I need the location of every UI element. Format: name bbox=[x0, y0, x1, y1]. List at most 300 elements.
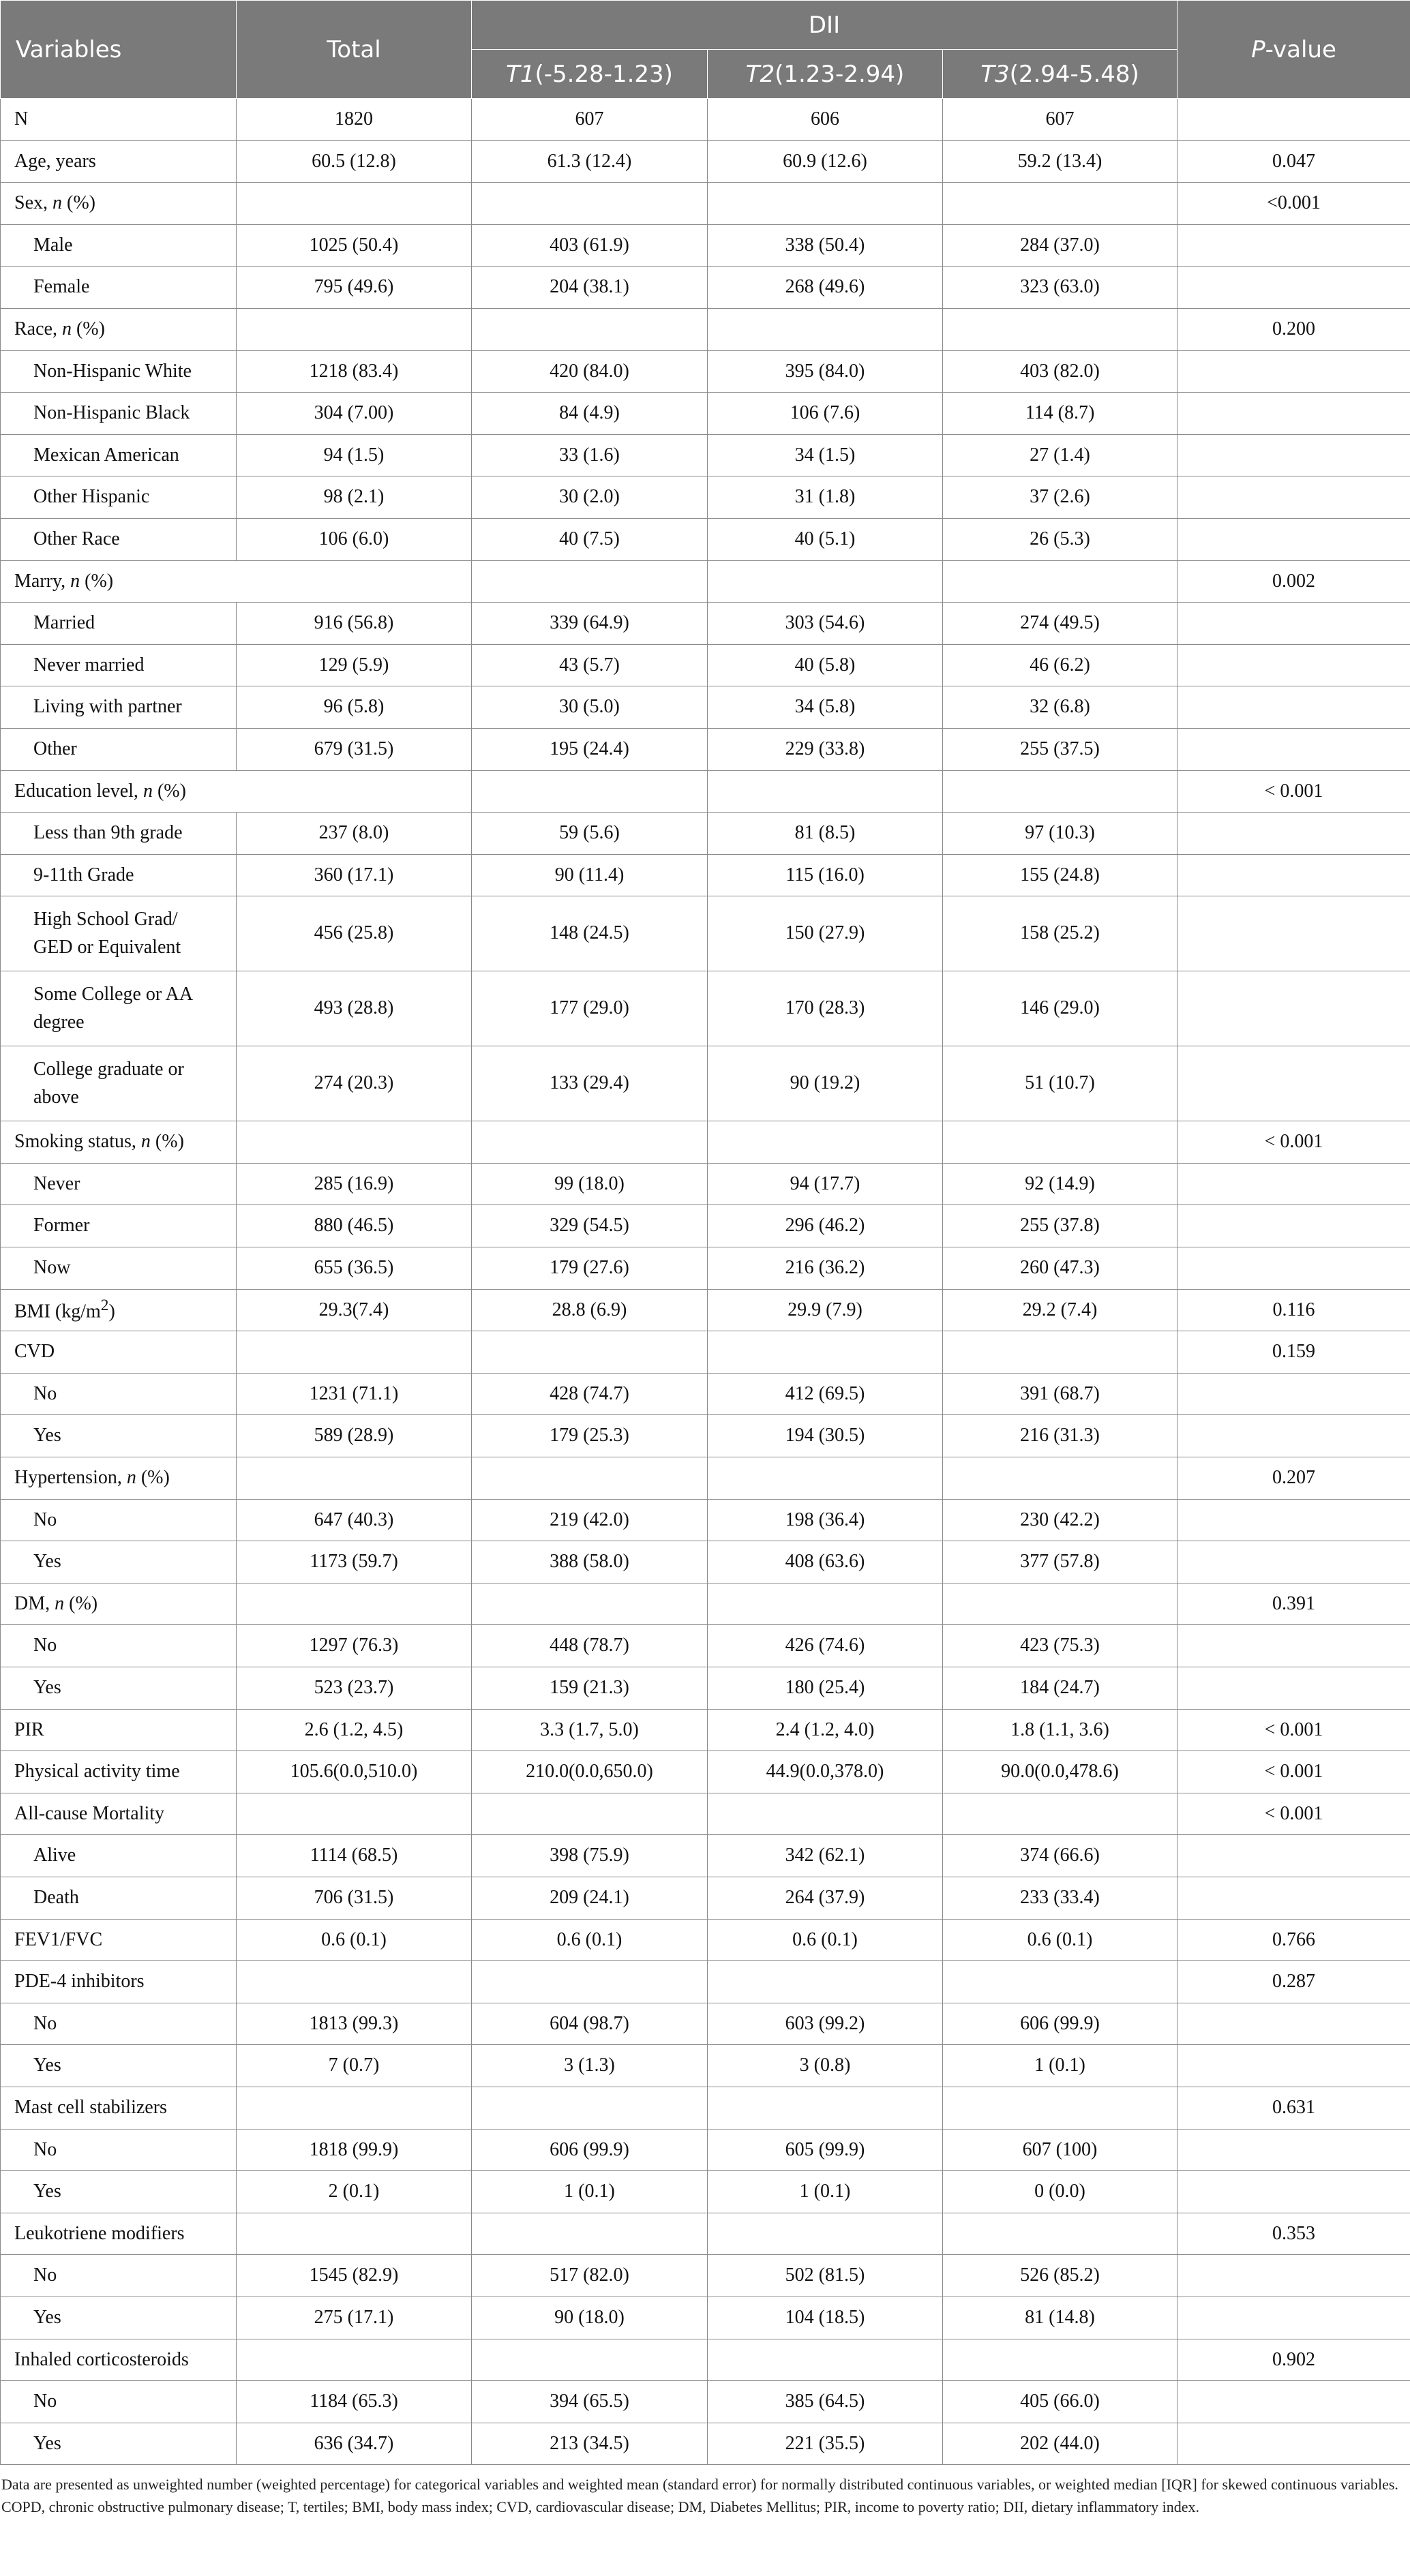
row-label bbox=[1, 2087, 237, 2129]
tertile-range: (-5.28-1.23) bbox=[535, 60, 673, 88]
cell-pvalue bbox=[1178, 2423, 1410, 2465]
cell-total: 679 (31.5) bbox=[237, 728, 472, 770]
row-label-text: All-cause Mortality bbox=[14, 1802, 165, 1824]
row-label bbox=[1, 560, 472, 603]
cell-total: 29.3(7.4) bbox=[237, 1289, 472, 1331]
cell-t1: 28.8 (6.9) bbox=[472, 1289, 708, 1331]
cell-t3 bbox=[943, 183, 1178, 225]
cell-t2: 385 (64.5) bbox=[708, 2381, 943, 2423]
table-row bbox=[1, 434, 1410, 476]
cell-total: 7 (0.7) bbox=[237, 2045, 472, 2087]
cell-t3 bbox=[943, 308, 1178, 350]
cell-t3: 284 (37.0) bbox=[943, 224, 1178, 267]
cell-t2: 303 (54.6) bbox=[708, 603, 943, 645]
row-label bbox=[1, 2255, 237, 2297]
cell-t2 bbox=[708, 770, 943, 813]
row-label-suffix: (%) bbox=[136, 1467, 170, 1489]
table-row bbox=[1, 1373, 1410, 1415]
row-label bbox=[1, 2423, 237, 2465]
table-row bbox=[1, 1457, 1410, 1500]
cell-total: 1218 (83.4) bbox=[237, 350, 472, 393]
cell-t1: 398 (75.9) bbox=[472, 1835, 708, 1877]
cell-total: 1184 (65.3) bbox=[237, 2381, 472, 2423]
cell-t2: 115 (16.0) bbox=[708, 854, 943, 896]
row-label-text: PIR bbox=[14, 1718, 44, 1740]
cell-pvalue bbox=[1178, 2297, 1410, 2339]
header-variables: Variables bbox=[1, 1, 237, 99]
row-label bbox=[1, 2003, 237, 2045]
row-label-text: Other Hispanic bbox=[33, 486, 150, 508]
row-label-text: Yes bbox=[33, 1425, 61, 1446]
header-pvalue-italic: P bbox=[1251, 35, 1265, 63]
cell-t2: 216 (36.2) bbox=[708, 1247, 943, 1290]
table-row bbox=[1, 1046, 1410, 1121]
row-label bbox=[1, 1961, 237, 2003]
cell-pvalue bbox=[1178, 350, 1410, 393]
row-label-text: Male bbox=[33, 234, 73, 256]
cell-t3: 255 (37.5) bbox=[943, 728, 1178, 770]
cell-t1: 177 (29.0) bbox=[472, 971, 708, 1046]
footnote-abbreviations: COPD, chronic obstructive pulmonary disease; T, tertiles; BMI, body mass index; CVD, cardiovascular disease; DM, Diabetes Mellitus; PIR, income to poverty ratio; DII, dietary inflammatory index. bbox=[1, 2498, 1199, 2515]
table-row bbox=[1, 1205, 1410, 1247]
cell-pvalue bbox=[1178, 1247, 1410, 1290]
cell-t3 bbox=[943, 1457, 1178, 1500]
cell-t1: 339 (64.9) bbox=[472, 603, 708, 645]
row-label bbox=[1, 1751, 237, 1793]
cell-total: 1114 (68.5) bbox=[237, 1835, 472, 1877]
table-row bbox=[1, 1709, 1410, 1751]
table-row bbox=[1, 1121, 1410, 1164]
cell-t1: 179 (27.6) bbox=[472, 1247, 708, 1290]
cell-t1: 148 (24.5) bbox=[472, 896, 708, 971]
row-label-line2: degree bbox=[33, 1011, 85, 1033]
row-label-text: Never married bbox=[33, 654, 145, 676]
cell-t3: 607 bbox=[943, 99, 1178, 141]
row-label bbox=[1, 2381, 237, 2423]
cell-pvalue bbox=[1178, 728, 1410, 770]
cell-t2: 34 (1.5) bbox=[708, 434, 943, 476]
table-row bbox=[1, 140, 1410, 183]
row-label bbox=[1, 476, 237, 519]
cell-t3: 0.6 (0.1) bbox=[943, 1919, 1178, 1961]
row-label-text: Yes bbox=[33, 1551, 61, 1573]
cell-total bbox=[237, 1331, 472, 1374]
cell-t2 bbox=[708, 2339, 943, 2381]
row-label bbox=[1, 434, 237, 476]
cell-pvalue bbox=[1178, 2003, 1410, 2045]
row-label-text: Inhaled corticosteroids bbox=[14, 2348, 189, 2370]
cell-t3: 97 (10.3) bbox=[943, 813, 1178, 855]
table-row bbox=[1, 1163, 1410, 1205]
cell-t3: 233 (33.4) bbox=[943, 1877, 1178, 1919]
cell-total: 2 (0.1) bbox=[237, 2171, 472, 2213]
cell-total: 129 (5.9) bbox=[237, 644, 472, 686]
cell-t2: 264 (37.9) bbox=[708, 1877, 943, 1919]
cell-t3 bbox=[943, 1331, 1178, 1374]
row-label-text: No bbox=[33, 2391, 57, 2412]
cell-t2: 395 (84.0) bbox=[708, 350, 943, 393]
cell-t2: 170 (28.3) bbox=[708, 971, 943, 1046]
row-label-suffix: (%) bbox=[80, 570, 114, 592]
tertile-range: (2.94-5.48) bbox=[1009, 60, 1139, 88]
cell-pvalue bbox=[1178, 2045, 1410, 2087]
row-label-text: Yes bbox=[33, 2306, 61, 2328]
cell-pvalue bbox=[1178, 854, 1410, 896]
cell-t1: 388 (58.0) bbox=[472, 1541, 708, 1584]
cell-pvalue bbox=[1178, 434, 1410, 476]
cell-pvalue bbox=[1178, 2171, 1410, 2213]
cell-t1: 329 (54.5) bbox=[472, 1205, 708, 1247]
cell-t3: 606 (99.9) bbox=[943, 2003, 1178, 2045]
cell-t1: 607 bbox=[472, 99, 708, 141]
cell-t1 bbox=[472, 308, 708, 350]
cell-total: 96 (5.8) bbox=[237, 686, 472, 729]
cell-total: 360 (17.1) bbox=[237, 854, 472, 896]
cell-t2: 412 (69.5) bbox=[708, 1373, 943, 1415]
row-label-text: No bbox=[33, 2012, 57, 2034]
row-label bbox=[1, 224, 237, 267]
row-label-text: BMI (kg/m bbox=[14, 1301, 101, 1322]
row-label bbox=[1, 2297, 237, 2339]
row-label-text: No bbox=[33, 1635, 57, 1656]
cell-pvalue bbox=[1178, 1835, 1410, 1877]
cell-t1: 99 (18.0) bbox=[472, 1163, 708, 1205]
cell-pvalue bbox=[1178, 224, 1410, 267]
row-label bbox=[1, 1709, 237, 1751]
tertile-range: (1.23-2.94) bbox=[775, 60, 905, 88]
cell-t3: 46 (6.2) bbox=[943, 644, 1178, 686]
cell-t1: 1 (0.1) bbox=[472, 2171, 708, 2213]
table-row bbox=[1, 308, 1410, 350]
cell-t3: 274 (49.5) bbox=[943, 603, 1178, 645]
cell-t2: 3 (0.8) bbox=[708, 2045, 943, 2087]
cell-total: 1818 (99.9) bbox=[237, 2129, 472, 2171]
cell-t2: 502 (81.5) bbox=[708, 2255, 943, 2297]
cell-pvalue bbox=[1178, 1415, 1410, 1457]
row-label-text: CVD bbox=[14, 1341, 55, 1363]
cell-pvalue: 0.287 bbox=[1178, 1961, 1410, 2003]
cell-t2 bbox=[708, 1331, 943, 1374]
row-label bbox=[1, 1583, 237, 1625]
cell-total: 1173 (59.7) bbox=[237, 1541, 472, 1584]
table-row bbox=[1, 2423, 1410, 2465]
row-label-text: High School Grad/ bbox=[33, 909, 178, 930]
row-label-text: DM, bbox=[14, 1592, 55, 1614]
cell-t3: 29.2 (7.4) bbox=[943, 1289, 1178, 1331]
row-label bbox=[1, 1205, 237, 1247]
cell-total: 1297 (76.3) bbox=[237, 1625, 472, 1667]
cell-t1 bbox=[472, 1457, 708, 1500]
cell-t2 bbox=[708, 183, 943, 225]
row-label-text: 9-11th Grade bbox=[33, 864, 134, 885]
cell-t2: 60.9 (12.6) bbox=[708, 140, 943, 183]
cell-t2 bbox=[708, 1121, 943, 1164]
cell-total: 94 (1.5) bbox=[237, 434, 472, 476]
row-label bbox=[1, 308, 237, 350]
row-label-text: Non-Hispanic Black bbox=[33, 402, 190, 424]
row-label-text: Race, bbox=[14, 318, 62, 339]
cell-total: 2.6 (1.2, 4.5) bbox=[237, 1709, 472, 1751]
cell-t2: 221 (35.5) bbox=[708, 2423, 943, 2465]
row-label bbox=[1, 1289, 237, 1331]
table-body bbox=[1, 99, 1410, 2465]
cell-t3: 323 (63.0) bbox=[943, 267, 1178, 309]
row-label-italic: n bbox=[140, 1131, 151, 1153]
cell-pvalue: < 0.001 bbox=[1178, 1709, 1410, 1751]
row-label bbox=[1, 770, 472, 813]
cell-total bbox=[237, 1793, 472, 1835]
row-label bbox=[1, 1247, 237, 1290]
cell-total: 1545 (82.9) bbox=[237, 2255, 472, 2297]
cell-pvalue: 0.207 bbox=[1178, 1457, 1410, 1500]
header-tertile-1 bbox=[472, 50, 708, 99]
header-dii-group: DII bbox=[472, 1, 1178, 50]
cell-pvalue bbox=[1178, 476, 1410, 519]
cell-total: 0.6 (0.1) bbox=[237, 1919, 472, 1961]
cell-t1: 133 (29.4) bbox=[472, 1046, 708, 1121]
cell-pvalue bbox=[1178, 1163, 1410, 1205]
cell-t3 bbox=[943, 2087, 1178, 2129]
cell-t3: 51 (10.7) bbox=[943, 1046, 1178, 1121]
table-row bbox=[1, 224, 1410, 267]
cell-total bbox=[237, 1961, 472, 2003]
cell-t1: 604 (98.7) bbox=[472, 2003, 708, 2045]
cell-t2: 104 (18.5) bbox=[708, 2297, 943, 2339]
row-label-text: FEV1/FVC bbox=[14, 1928, 103, 1950]
row-label bbox=[1, 1625, 237, 1667]
cell-t1 bbox=[472, 1121, 708, 1164]
cell-t1: 30 (2.0) bbox=[472, 476, 708, 519]
table-row bbox=[1, 183, 1410, 225]
header-pvalue-rest: -value bbox=[1265, 35, 1336, 63]
cell-t1: 43 (5.7) bbox=[472, 644, 708, 686]
row-label-text: Hypertension, bbox=[14, 1467, 127, 1489]
cell-pvalue: 0.902 bbox=[1178, 2339, 1410, 2381]
cell-pvalue bbox=[1178, 393, 1410, 435]
cell-pvalue: 0.631 bbox=[1178, 2087, 1410, 2129]
row-label-text: Mast cell stabilizers bbox=[14, 2096, 167, 2118]
cell-t3: 92 (14.9) bbox=[943, 1163, 1178, 1205]
cell-t1: 40 (7.5) bbox=[472, 518, 708, 560]
cell-total bbox=[237, 2087, 472, 2129]
cell-total: 589 (28.9) bbox=[237, 1415, 472, 1457]
row-label-text: Physical activity time bbox=[14, 1761, 180, 1783]
row-label bbox=[1, 686, 237, 729]
cell-t2: 180 (25.4) bbox=[708, 1667, 943, 1710]
table-row bbox=[1, 350, 1410, 393]
cell-t2: 44.9(0.0,378.0) bbox=[708, 1751, 943, 1793]
cell-t3: 391 (68.7) bbox=[943, 1373, 1178, 1415]
row-label bbox=[1, 1541, 237, 1584]
table-row bbox=[1, 2087, 1410, 2129]
row-label-text: Smoking status, bbox=[14, 1131, 141, 1153]
cell-t3: 374 (66.6) bbox=[943, 1835, 1178, 1877]
row-label bbox=[1, 393, 237, 435]
row-label-text: Marry, bbox=[14, 570, 71, 592]
cell-t2: 106 (7.6) bbox=[708, 393, 943, 435]
row-label-line2: GED or Equivalent bbox=[33, 936, 181, 958]
cell-t1: 61.3 (12.4) bbox=[472, 140, 708, 183]
cell-t2 bbox=[708, 1583, 943, 1625]
row-label bbox=[1, 350, 237, 393]
cell-t1: 403 (61.9) bbox=[472, 224, 708, 267]
row-label bbox=[1, 1793, 237, 1835]
row-label-italic: n bbox=[61, 318, 72, 339]
cell-t1: 3 (1.3) bbox=[472, 2045, 708, 2087]
cell-total: 98 (2.1) bbox=[237, 476, 472, 519]
cell-t2: 94 (17.7) bbox=[708, 1163, 943, 1205]
cell-pvalue bbox=[1178, 644, 1410, 686]
table-row bbox=[1, 603, 1410, 645]
cell-total: 456 (25.8) bbox=[237, 896, 472, 971]
cell-t3 bbox=[943, 770, 1178, 813]
table-row bbox=[1, 1793, 1410, 1835]
cell-t2: 40 (5.8) bbox=[708, 644, 943, 686]
cell-t3: 405 (66.0) bbox=[943, 2381, 1178, 2423]
row-label bbox=[1, 1121, 237, 1164]
cell-t2 bbox=[708, 2087, 943, 2129]
row-label-text: College graduate or bbox=[33, 1059, 184, 1080]
cell-pvalue bbox=[1178, 1541, 1410, 1584]
cell-pvalue bbox=[1178, 813, 1410, 855]
cell-pvalue bbox=[1178, 971, 1410, 1046]
cell-t3: 90.0(0.0,478.6) bbox=[943, 1751, 1178, 1793]
table-row bbox=[1, 2255, 1410, 2297]
tertile-code: T3 bbox=[980, 60, 1010, 88]
cell-t2: 150 (27.9) bbox=[708, 896, 943, 971]
row-label bbox=[1, 2129, 237, 2171]
row-label-text: Yes bbox=[33, 2055, 61, 2076]
row-label-text: Leukotriene modifiers bbox=[14, 2222, 185, 2244]
cell-t1: 159 (21.3) bbox=[472, 1667, 708, 1710]
row-label bbox=[1, 971, 237, 1046]
row-label-text: No bbox=[33, 1382, 57, 1404]
table-row bbox=[1, 1751, 1410, 1793]
cell-pvalue: <0.001 bbox=[1178, 183, 1410, 225]
table-row bbox=[1, 1667, 1410, 1710]
row-label-suffix: (%) bbox=[71, 318, 105, 339]
row-label-line2: above bbox=[33, 1086, 79, 1108]
row-label-text: Education level, bbox=[14, 780, 143, 802]
cell-t3: 1.8 (1.1, 3.6) bbox=[943, 1709, 1178, 1751]
cell-t1: 209 (24.1) bbox=[472, 1877, 708, 1919]
cell-t1 bbox=[472, 770, 708, 813]
cell-t2 bbox=[708, 308, 943, 350]
cell-pvalue bbox=[1178, 1667, 1410, 1710]
cell-t1: 204 (38.1) bbox=[472, 267, 708, 309]
cell-pvalue: 0.047 bbox=[1178, 140, 1410, 183]
cell-t3 bbox=[943, 560, 1178, 603]
cell-total bbox=[237, 308, 472, 350]
row-label-text: Living with partner bbox=[33, 696, 182, 718]
cell-total: 274 (20.3) bbox=[237, 1046, 472, 1121]
cell-pvalue: 0.159 bbox=[1178, 1331, 1410, 1374]
cell-t3: 1 (0.1) bbox=[943, 2045, 1178, 2087]
cell-t3 bbox=[943, 1121, 1178, 1164]
cell-total bbox=[237, 2213, 472, 2255]
cell-t1: 33 (1.6) bbox=[472, 434, 708, 476]
row-label bbox=[1, 518, 237, 560]
table-row bbox=[1, 2213, 1410, 2255]
cell-pvalue bbox=[1178, 1877, 1410, 1919]
row-label bbox=[1, 854, 237, 896]
cell-t2: 408 (63.6) bbox=[708, 1541, 943, 1584]
cell-total bbox=[237, 1583, 472, 1625]
cell-t3: 377 (57.8) bbox=[943, 1541, 1178, 1584]
row-label bbox=[1, 1919, 237, 1961]
cell-t2 bbox=[708, 2213, 943, 2255]
row-label-suffix: (%) bbox=[152, 780, 186, 802]
table-row bbox=[1, 476, 1410, 519]
row-label bbox=[1, 267, 237, 309]
cell-t1: 517 (82.0) bbox=[472, 2255, 708, 2297]
header-total: Total bbox=[237, 1, 472, 99]
cell-t2 bbox=[708, 1961, 943, 2003]
cell-t3: 155 (24.8) bbox=[943, 854, 1178, 896]
row-label bbox=[1, 1457, 237, 1500]
row-label-text: Non-Hispanic White bbox=[33, 360, 192, 382]
cell-t3: 403 (82.0) bbox=[943, 350, 1178, 393]
cell-t2: 29.9 (7.9) bbox=[708, 1289, 943, 1331]
cell-t3: 37 (2.6) bbox=[943, 476, 1178, 519]
row-label bbox=[1, 140, 237, 183]
cell-t3 bbox=[943, 2339, 1178, 2381]
table-row bbox=[1, 644, 1410, 686]
cell-t2 bbox=[708, 1457, 943, 1500]
table-row bbox=[1, 770, 1410, 813]
table-row bbox=[1, 2339, 1410, 2381]
cell-t2: 0.6 (0.1) bbox=[708, 1919, 943, 1961]
cell-pvalue: 0.353 bbox=[1178, 2213, 1410, 2255]
cell-t2: 268 (49.6) bbox=[708, 267, 943, 309]
row-label bbox=[1, 2045, 237, 2087]
table-footnotes bbox=[0, 2473, 1410, 2518]
cell-t2: 229 (33.8) bbox=[708, 728, 943, 770]
cell-t1: 210.0(0.0,650.0) bbox=[472, 1751, 708, 1793]
table-row bbox=[1, 2003, 1410, 2045]
row-label-suffix: ) bbox=[108, 1301, 115, 1322]
row-label-text: No bbox=[33, 2264, 57, 2286]
row-label bbox=[1, 2213, 237, 2255]
row-label-italic: n bbox=[126, 1467, 136, 1489]
row-label bbox=[1, 183, 237, 225]
cell-t2: 2.4 (1.2, 4.0) bbox=[708, 1709, 943, 1751]
table-row bbox=[1, 1625, 1410, 1667]
table-row bbox=[1, 518, 1410, 560]
cell-total: 105.6(0.0,510.0) bbox=[237, 1751, 472, 1793]
cell-t2: 426 (74.6) bbox=[708, 1625, 943, 1667]
cell-total: 1231 (71.1) bbox=[237, 1373, 472, 1415]
row-label-italic: n bbox=[52, 192, 62, 214]
cell-t3: 526 (85.2) bbox=[943, 2255, 1178, 2297]
row-label bbox=[1, 1499, 237, 1541]
cell-t1 bbox=[472, 560, 708, 603]
row-label-text: Other Race bbox=[33, 528, 120, 549]
cell-total: 275 (17.1) bbox=[237, 2297, 472, 2339]
table-row bbox=[1, 971, 1410, 1046]
table-row bbox=[1, 2171, 1410, 2213]
table-row bbox=[1, 854, 1410, 896]
table-row bbox=[1, 2045, 1410, 2087]
cell-total: 285 (16.9) bbox=[237, 1163, 472, 1205]
cell-total: 1813 (99.3) bbox=[237, 2003, 472, 2045]
cell-total: 106 (6.0) bbox=[237, 518, 472, 560]
cell-total bbox=[237, 1121, 472, 1164]
row-label-text: Yes bbox=[33, 2181, 61, 2202]
cell-t3 bbox=[943, 2213, 1178, 2255]
row-label bbox=[1, 2339, 237, 2381]
cell-t1 bbox=[472, 183, 708, 225]
